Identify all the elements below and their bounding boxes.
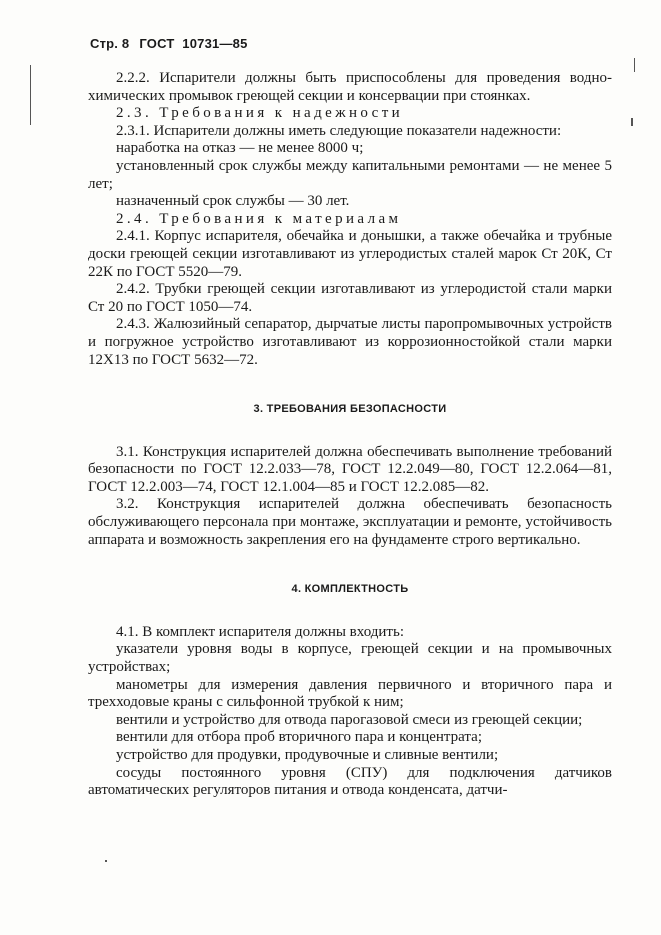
- paragraph-3-2: 3.2. Конструкция испарителей должна обеспечивать безопасность обслуживающего персонала при монтаже, эксплуатации и ремонте, устойчивость аппарата и возможность закрепления его на фундаменте строго вертикально.: [88, 496, 612, 548]
- page-header: [90, 36, 258, 51]
- paragraph-2-4-2: 2.4.2. Трубки греющей секции изготавливают из углеродистой стали марки Ст 20 по ГОСТ 1050—74.: [88, 281, 612, 315]
- list-item-assigned-life: назначенный срок службы — 30 лет.: [116, 193, 350, 210]
- paragraph-2-2-2: 2.2.2. Испарители должны быть приспособлены для проведения водно-химических промывок греющей секции и консервации при стоянках.: [88, 70, 612, 104]
- scan-margin-mark: [30, 65, 31, 125]
- list-item-blowdown: устройство для продувки, продувочные и сливные вентили;: [116, 747, 499, 763]
- scan-margin-mark: [105, 860, 107, 862]
- heading-2-4: 2.4. Требования к материалам: [116, 210, 402, 227]
- paragraph-2-3-1: 2.3.1. Испарители должны иметь следующие показатели надежности:: [116, 122, 562, 139]
- document-body: [88, 70, 612, 800]
- paragraph-2-4-1: 2.4.1. Корпус испарителя, обечайка и донышки, а также обечайка и трубные доски греющей секции изготавливают из углеродистых сталей марок Ст 20К, Ст 22К по ГОСТ 5520—79.: [88, 228, 612, 280]
- paragraph-4-1: 4.1. В комплект испарителя должны входить:: [116, 623, 404, 640]
- list-item-sample-valves: вентили для отбора проб вторичного пара и концентрата;: [116, 729, 482, 746]
- standard-label: ГОСТ: [139, 36, 175, 51]
- list-item-gas-valves: вентили и устройство для отвода парогазовой смеси из греющей секции;: [116, 711, 583, 728]
- list-item-manometers: манометры для измерения давления первичного и вторичного пара и трехходовые краны с сильфонной трубкой к ним;: [88, 676, 612, 711]
- scan-margin-mark: [631, 118, 633, 126]
- section-4-title: 4. КОМПЛЕКТНОСТЬ: [291, 583, 409, 596]
- scan-margin-mark: [634, 58, 635, 72]
- standard-number: 10731—85: [182, 36, 248, 51]
- page-number: Стр. 8: [90, 36, 130, 51]
- heading-2-3: 2.3. Требования к надежности: [116, 105, 404, 122]
- list-item-mtbf: наработка на отказ — не менее 8000 ч;: [116, 140, 364, 157]
- paragraph-2-4-3: 2.4.3. Жалюзийный сепаратор, дырчатые листы паропромывочных устройств и погружное устройство изготавливают из коррозионностойкой стали марки 12Х13 по ГОСТ 5632—72.: [88, 316, 612, 368]
- section-3-title: 3. ТРЕБОВАНИЯ БЕЗОПАСНОСТИ: [253, 403, 447, 416]
- list-item-service-life: установленный срок службы между капитальными ремонтами — не менее 5 лет;: [88, 157, 612, 192]
- list-item-level-vessels: сосуды постоянного уровня (СПУ) для подключения датчиков автоматических регуляторов питания и отвода конденсата, датчи-: [88, 764, 612, 799]
- list-item-level-gauges: указатели уровня воды в корпусе, греющей секции и на промывочных устройствах;: [88, 641, 612, 676]
- paragraph-3-1: 3.1. Конструкция испарителей должна обеспечивать выполнение требований безопасности по ГОСТ 12.2.033—78, ГОСТ 12.2.049—80, ГОСТ 12.2.064—81, ГОСТ 12.2.003—74, ГОСТ 12.1.004—85 и ГОСТ 12.2.085—82.: [88, 443, 612, 495]
